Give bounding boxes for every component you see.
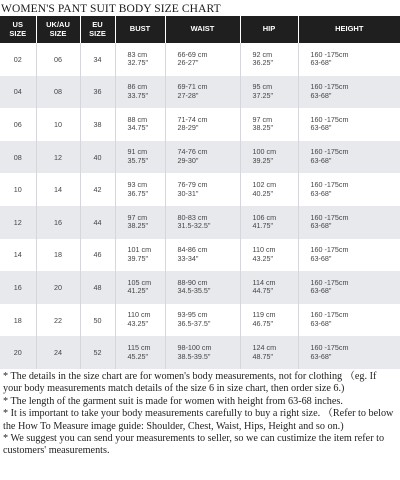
waist-cell: 84-86 cm 33-34" [165, 239, 240, 272]
bust-cell: 83 cm 32.75" [115, 43, 165, 76]
waist-cell: 74-76 cm 29-30" [165, 141, 240, 174]
hip-cell: 114 cm 44.75" [240, 271, 298, 304]
uk-size-cell: 14 [36, 173, 80, 206]
table-row [0, 239, 400, 272]
us-size-cell: 12 [0, 206, 36, 239]
us-size-cell: 06 [0, 108, 36, 141]
header-us-size: US SIZE [0, 16, 36, 43]
bust-cell: 91 cm 35.75" [115, 141, 165, 174]
uk-size-cell: 24 [36, 336, 80, 369]
height-cell: 160 -175cm 63-68" [310, 147, 349, 166]
hip-cell: 110 cm 43.25" [240, 239, 298, 272]
height-cell: 160 -175cm 63-68" [310, 212, 349, 231]
hip-cell: 92 cm 36.25" [240, 43, 298, 76]
us-size-cell: 18 [0, 304, 36, 337]
table-row [0, 336, 400, 369]
note-item: * The details in the size chart are for women's body measurements, not for clothing （eg. If your body measurements match details of the size 6 in size chart, then order size 6.) [3, 371, 377, 395]
us-size-cell: 20 [0, 336, 36, 369]
waist-cell: 69-71 cm 27-28" [165, 76, 240, 109]
table-row [0, 271, 400, 304]
bust-cell: 101 cm 39.75" [115, 239, 165, 272]
waist-cell: 71-74 cm 28-29" [165, 108, 240, 141]
height-cell: 160 -175cm 63-68" [310, 277, 349, 296]
table-row [0, 108, 400, 141]
header-hip: HIP [240, 16, 298, 43]
height-cell: 160 -175cm 63-68" [310, 245, 349, 263]
notes [3, 371, 395, 458]
bust-cell: 86 cm 33.75" [115, 76, 165, 109]
us-size-cell: 10 [0, 173, 36, 206]
note-item: * It is important to take your body measurements carefully to buy a right size. （Refer to below the How To Measure image guide: Shoulder, Chest, Waist, Hips, Height and so on.) [3, 408, 394, 432]
table-row [0, 141, 400, 174]
us-size-cell: 04 [0, 76, 36, 109]
waist-cell: 80-83 cm 31.5-32.5" [165, 206, 240, 239]
us-size-cell: 02 [0, 43, 36, 76]
us-size-cell: 14 [0, 239, 36, 272]
uk-size-cell: 22 [36, 304, 80, 337]
hip-cell: 102 cm 40.25" [240, 173, 298, 206]
table-row [0, 206, 400, 239]
waist-cell: 98-100 cm 38.5-39.5" [165, 336, 240, 369]
header-bust: BUST [115, 16, 165, 43]
waist-cell: 93-95 cm 36.5-37.5" [165, 304, 240, 337]
bust-cell: 97 cm 38.25" [115, 206, 165, 239]
height-cell: 160 -175cm 63-68" [310, 49, 349, 68]
us-size-cell: 16 [0, 271, 36, 304]
uk-size-cell: 20 [36, 271, 80, 304]
bust-cell: 93 cm 36.75" [115, 173, 165, 206]
note-item: * We suggest you can send your measurements to seller, so we can custimize the item refer to customers' measurements. [3, 433, 385, 457]
bust-cell: 105 cm 41.25" [115, 271, 165, 304]
eu-size-cell: 34 [80, 43, 115, 76]
hip-cell: 97 cm 38.25" [240, 108, 298, 141]
header-uk-size: UK/AU SIZE [36, 16, 80, 43]
bust-cell: 115 cm 45.25" [115, 336, 165, 369]
size-chart-table [0, 16, 400, 369]
header-height: HEIGHT [298, 16, 400, 43]
header-eu-size: EU SIZE [80, 16, 115, 43]
waist-cell: 66-69 cm 26-27" [165, 43, 240, 76]
hip-cell: 119 cm 46.75" [240, 304, 298, 337]
uk-size-cell: 12 [36, 141, 80, 174]
note-item: * The length of the garment suit is made for women with height from 63-68 inches. [3, 395, 343, 407]
hip-cell: 124 cm 48.75" [240, 336, 298, 369]
us-size-cell: 08 [0, 141, 36, 174]
uk-size-cell: 18 [36, 239, 80, 272]
eu-size-cell: 46 [80, 239, 115, 272]
waist-cell: 88-90 cm 34.5-35.5" [165, 271, 240, 304]
eu-size-cell: 44 [80, 206, 115, 239]
uk-size-cell: 16 [36, 206, 80, 239]
table-row [0, 76, 400, 109]
uk-size-cell: 10 [36, 108, 80, 141]
eu-size-cell: 48 [80, 271, 115, 304]
waist-cell: 76-79 cm 30-31" [165, 173, 240, 206]
height-cell: 160 -175cm 63-68" [310, 82, 349, 100]
header-row [0, 16, 400, 43]
eu-size-cell: 42 [80, 173, 115, 206]
hip-cell: 95 cm 37.25" [240, 76, 298, 109]
header-waist: WAIST [165, 16, 240, 43]
eu-size-cell: 40 [80, 141, 115, 174]
chart-title: WOMEN'S PANT SUIT BODY SIZE CHART [1, 3, 221, 15]
eu-size-cell: 36 [80, 76, 115, 109]
table-row [0, 173, 400, 206]
uk-size-cell: 08 [36, 76, 80, 109]
height-cell: 160 -175cm 63-68" [310, 343, 349, 361]
hip-cell: 100 cm 39.25" [240, 141, 298, 174]
table-row [0, 304, 400, 337]
height-cell: 160 -175cm 63-68" [310, 180, 349, 198]
bust-cell: 88 cm 34.75" [115, 108, 165, 141]
bust-cell: 110 cm 43.25" [115, 304, 165, 337]
hip-cell: 106 cm 41.75" [240, 206, 298, 239]
eu-size-cell: 50 [80, 304, 115, 337]
height-cell: 160 -175cm 63-68" [310, 114, 349, 133]
eu-size-cell: 38 [80, 108, 115, 141]
uk-size-cell: 06 [36, 43, 80, 76]
table-row [0, 43, 400, 76]
height-cell: 160 -175cm 63-68" [310, 310, 349, 329]
eu-size-cell: 52 [80, 336, 115, 369]
